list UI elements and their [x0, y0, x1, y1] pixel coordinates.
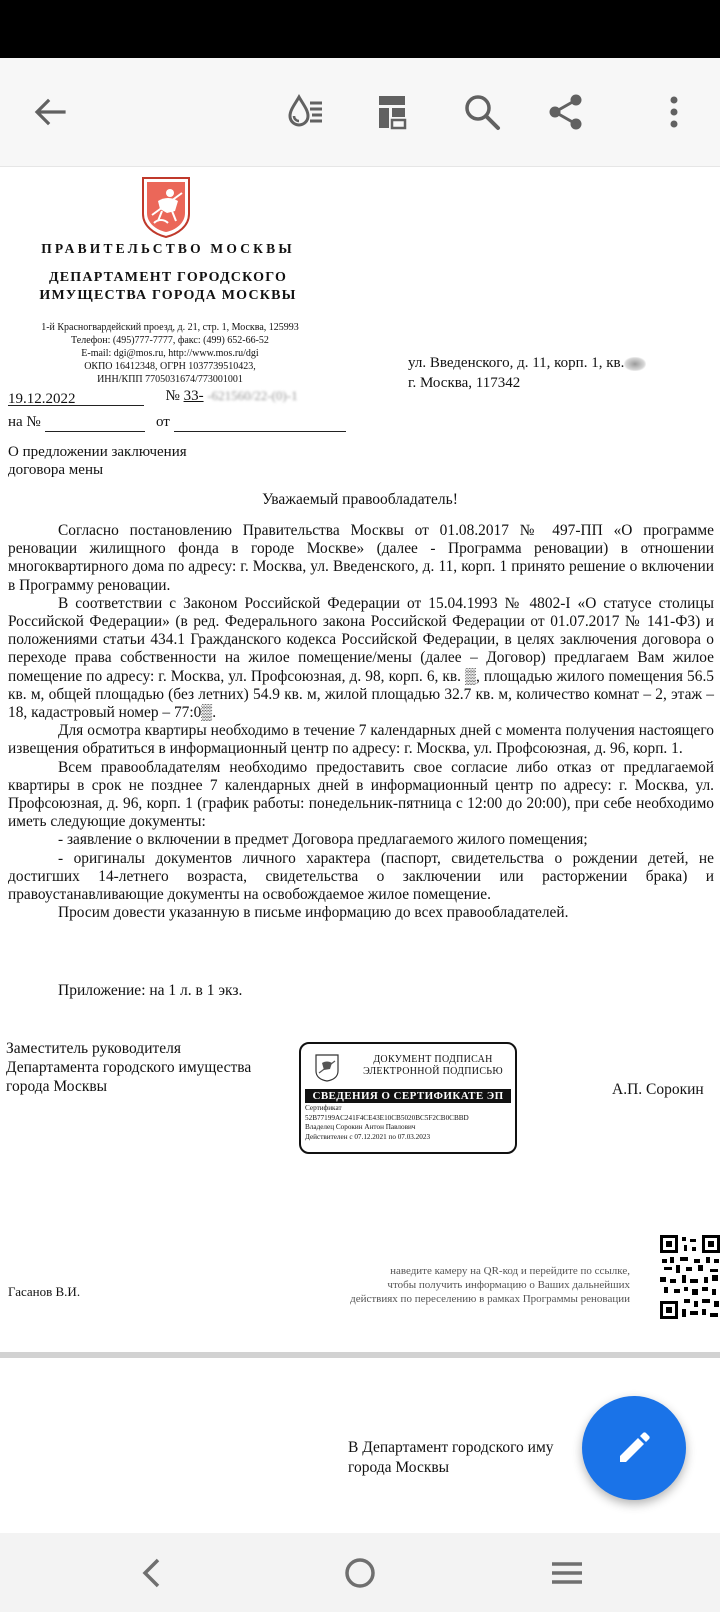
- nav-back-button[interactable]: [118, 1543, 188, 1603]
- paragraph-doc-item-2: - оригиналы документов личного характера (паспорт, свидетельства о рождении детей, не достигших 14-летнего возраста, свидетельства о заключении или расторжении брака) и правоустанавливающие документы на освобождаемое жилое помещение.: [8, 849, 714, 904]
- reference-line: на № от: [8, 412, 346, 432]
- pdf-viewer-toolbar: [0, 58, 720, 166]
- department-contacts: 1-й Красногвардейский проезд, д. 21, стр. 1, Москва, 125993 Телефон: (495)777-7777, факс: (499) 652-66-52 E-mail: dgi@mos.ru, http://www.mos.ru/dgi ОКПО 16412348, ОГРН 1037739510423, ИНН/КПП 7705031674/773001001: [41, 322, 299, 385]
- stamp-coat-of-arms-icon: [314, 1053, 340, 1083]
- reading-mode-button[interactable]: [272, 78, 340, 146]
- appendix-note: Приложение: на 1 л. в 1 экз.: [58, 982, 243, 999]
- document-page-1[interactable]: [0, 167, 720, 1352]
- qr-code[interactable]: [660, 1235, 720, 1319]
- redacted-mark: [624, 357, 646, 371]
- department-title: ДЕПАРТАМЕНТ ГОРОДСКОГО ИМУЩЕСТВА ГОРОДА МОСКВЫ: [39, 270, 297, 303]
- paragraph-consent: Всем правообладателям необходимо предоставить свое согласие либо отказ от предлагаемой квартиры в срок не позднее 7 календарных дней в информационный центр по адресу: г. Москва, ул. Профсоюзная, д. 96, корп. 1 (график работы: понедельник-пятница с 12:00 до 20:00), при себе необходимо иметь следующие документы:: [8, 758, 714, 831]
- page2-addressee: В Департамент городского иму города Москвы: [348, 1439, 554, 1476]
- search-icon: [462, 92, 502, 132]
- nav-home-button[interactable]: [325, 1543, 395, 1603]
- paragraph-decree: Согласно постановлению Правительства Москвы от 01.08.2017 № 497-ПП «О программе реновации жилищного фонда в городе Москве» (далее - Программа реновации) в отношении многоквартирного дома по адресу: г. Москва, ул. Введенского, д. 11, корп. 1 принято решение о включении в Программу реновации.: [8, 522, 714, 594]
- recipient-address: ул. Введенского, д. 11, корп. 1, кв. г. Москва, 117342: [408, 353, 646, 393]
- paragraph-request: Просим довести указанную в письме информацию до всех правообладателей.: [58, 904, 569, 922]
- edit-pencil-icon: [612, 1426, 656, 1470]
- system-navigation-bar: [0, 1533, 720, 1612]
- certificate-details: Сертификат 52B77199AC241F4CE43E10CB5020BC5F2CB0CBBD Владелец Сорокин Антон Павлович Действителен с 07.12.2021 по 07.03.2023: [305, 1104, 469, 1141]
- reading-mode-icon: [286, 92, 326, 132]
- stamp-title: СВЕДЕНИЯ О СЕРТИФИКАТЕ ЭП: [305, 1089, 511, 1103]
- moscow-coat-of-arms-icon: [140, 175, 192, 239]
- back-button[interactable]: [16, 78, 84, 146]
- more-options-button[interactable]: [640, 78, 708, 146]
- registration-date: 19.12.2022: [8, 389, 144, 406]
- search-button[interactable]: [448, 78, 516, 146]
- page-view-icon: [372, 92, 412, 132]
- back-arrow-icon: [30, 92, 70, 132]
- more-options-icon: [654, 92, 694, 132]
- status-bar: [0, 0, 720, 58]
- share-button[interactable]: [532, 78, 600, 146]
- nav-home-icon: [340, 1553, 380, 1593]
- paragraph-offer: В соответствии с Законом Российской Федерации от 15.04.1993 № 4802-I «О статусе столицы Российской Федерации» (в ред. Федерального закона Российской Федерации от 01.07.2017 № 141-ФЗ) и положениями статьи 434.1 Гражданского кодекса Российской Федерации, в целях заключения договора о переходе права собственности на жилое помещение/мены (далее – Договор) предлагаем Вам жилое помещение по адресу: г. Москва, ул. Профсоюзная, д. 98, корп. 6, кв. ▒, площадью жилого помещения 56.5 кв. м, общей площадью (без летних) 54.9 кв. м, жилой площадью 32.7 кв. м, количество комнат – 2, этаж – 18, кадастровый номер – 77:0▒.: [8, 594, 714, 722]
- registration-line: 19.12.2022 № 33- -621560/22-(0)-1: [8, 388, 298, 407]
- registration-number-redacted: -621560/22-(0)-1: [207, 388, 298, 403]
- edit-fab-button[interactable]: [582, 1396, 686, 1500]
- executor-name: Гасанов В.И.: [8, 1284, 81, 1299]
- qr-instructions: наведите камеру на QR-код и перейдите по ссылке, чтобы получить информацию о Ваших дальнейших действиях по переселению в рамках Программы реновации: [350, 1265, 630, 1305]
- nav-back-icon: [133, 1553, 173, 1593]
- electronic-signature-stamp: [299, 1042, 517, 1154]
- registration-number: 33-: [183, 388, 204, 404]
- nav-recents-button[interactable]: [532, 1543, 602, 1603]
- government-title: ПРАВИТЕЛЬСТВО МОСКВЫ: [41, 241, 295, 256]
- stamp-header: ДОКУМЕНТ ПОДПИСАН ЭЛЕКТРОННОЙ ПОДПИСЬЮ: [363, 1054, 503, 1077]
- salutation: Уважаемый правообладатель!: [262, 491, 458, 508]
- signer-position: Заместитель руководителя Департамента городского имущества города Москвы: [6, 1040, 252, 1095]
- letter-subject: О предложении заключения договора мены: [8, 444, 187, 478]
- share-icon: [546, 92, 586, 132]
- paragraph-doc-item-1: - заявление о включении в предмет Договора предлагаемого жилого помещения;: [58, 831, 588, 849]
- letter-body: [8, 522, 714, 922]
- nav-recents-icon: [547, 1553, 587, 1593]
- paragraph-inspection: Для осмотра квартиры необходимо в течение 7 календарных дней с момента получения настоящего извещения обратиться в информационный центр по адресу: г. Москва, ул. Профсоюзная, д. 96, корп. 1.: [8, 722, 714, 758]
- signer-name: А.П. Сорокин: [612, 1081, 704, 1098]
- page-view-button[interactable]: [358, 78, 426, 146]
